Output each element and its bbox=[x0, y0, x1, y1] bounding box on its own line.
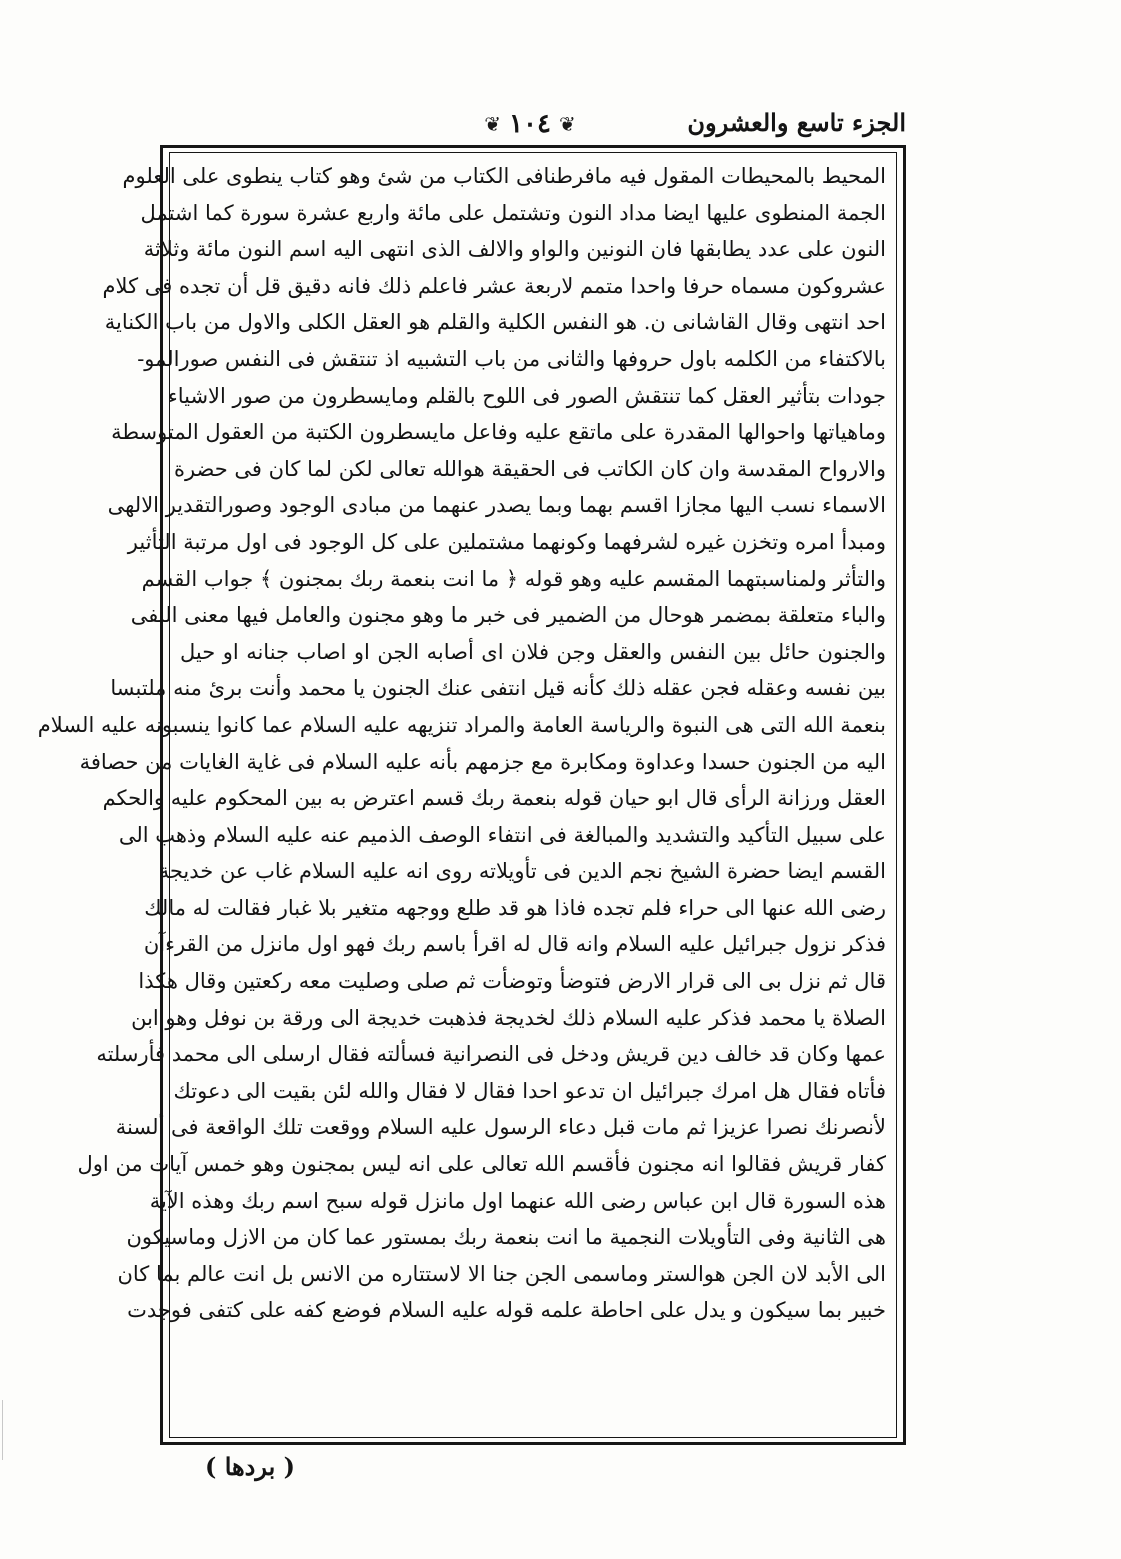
text-line: خبير بما سيكون و يدل على احاطة علمه قوله عليه السلام فوضع كفه على كتفى فوجدت bbox=[127, 1298, 886, 1323]
text-line: النون على عدد يطابقها فان النونين والواو والالف الذى انتهى اليه اسم النون مائة وثلاثة bbox=[143, 237, 886, 262]
text-line: عشروكون مسماه حرفا واحدا متمم لاربعة عشر فاعلم ذلك فانه دقيق قل أن تجده فى كلام bbox=[102, 273, 886, 298]
running-head: الجزء تاسع والعشرون bbox=[687, 108, 906, 137]
catchword: ( بردها ) bbox=[205, 1452, 295, 1481]
text-line: والجنون حائل بين النفس والعقل وجن فلان اى أصابه الجن او اصاب جنانه او حيل bbox=[180, 639, 886, 664]
text-line: المحيط بالمحيطات المقول فيه مافرطنافى الكتاب من شئ وهو كتاب ينطوى على العلوم bbox=[122, 164, 886, 188]
text-line: الاسماء نسب اليها مجازا اقسم بهما وبما يصدر عنهما من مبادى الوجود وصورالتقدير الالهى bbox=[107, 493, 886, 518]
text-line: اليه من الجنون حسدا وعداوة ومكابرة مع جزمهم بأنه عليه السلام فى غاية الغايات من حصافة bbox=[79, 749, 886, 774]
text-line: الجمة المنطوى عليها ايضا مداد النون وتشتمل على مائة واربع عشرة سورة كما اشتمل bbox=[140, 200, 886, 225]
page-header bbox=[160, 104, 906, 148]
left-ornament-icon: ❦ bbox=[484, 112, 502, 136]
text-line: كفار قريش فقالوا انه مجنون فأقسم الله تعالى على انه ليس بمجنون وهو خمس آيات من اول bbox=[77, 1152, 886, 1177]
right-ornament-icon: ❦ bbox=[558, 112, 576, 136]
text-line: بالاكتفاء من الكلمه باول حروفها والثانى من باب التشبيه اذ تنتقش فى النفس صورالمو- bbox=[137, 346, 886, 371]
text-line: فأتاه فقال هل امرك جبرائيل ان تدعو احدا فقال لا فقال والله لئن بقيت الى دعوتك bbox=[173, 1078, 886, 1103]
text-line: ومبدأ امره وتخزن غيره لشرفهما وكونهما مشتملين على كل الوجود فى اول مرتبة التأثير bbox=[127, 529, 886, 554]
text-line: على سبيل التأكيد والتشديد والمبالغة فى انتفاء الوصف الذميم عنه عليه السلام وذهب الى bbox=[118, 822, 886, 847]
text-line: رضى الله عنها الى حراء فلم تجده فاذا هو قد طلع ووجهه متغير بلا غبار فقالت له مالك bbox=[144, 895, 886, 920]
page-number: ١٠٤ bbox=[509, 109, 551, 139]
text-line: وماهياتها واحوالها المقدرة على ماتقع عليه وفاعل مايسطرون الكتبة من العقول المتوسطة bbox=[111, 420, 886, 445]
text-line: والارواح المقدسة وان كان الكاتب فى الحقيقة هوالله تعالى لكن لما كان فى حضرة bbox=[173, 456, 886, 481]
text-line: لأنصرنك نصرا عزيزا ثم مات قبل دعاء الرسول عليه السلام ووقعت تلك الواقعة فى ألسنة bbox=[115, 1115, 886, 1140]
text-line: بين نفسه وعقله فجن عقله ذلك كأنه قيل انتفى عنك الجنون يا محمد وأنت برئ منه ملتبسا bbox=[110, 676, 886, 701]
text-line: قال ثم نزل بى الى قرار الارض فتوضأ وتوضأت ثم صلى وصليت معه ركعتين وقال هكذا bbox=[138, 969, 886, 994]
scan-margin-mark bbox=[2, 1400, 3, 1460]
page-number-ornament bbox=[460, 104, 600, 144]
text-line: الصلاة يا محمد فذكر عليه السلام ذلك لخديجة فذهبت خديجة الى ورقة بن نوفل وهو ابن bbox=[131, 1005, 886, 1030]
text-line: فذكر نزول جبرائيل عليه السلام وانه قال له اقرأ باسم ربك فهو اول مانزل من القرءآن bbox=[143, 932, 886, 957]
text-line: الى الأبد لان الجن هوالستر وماسمى الجن جنا الا لاستتاره من الانس بل انت عالم بما كان bbox=[117, 1261, 886, 1286]
text-line: بنعمة الله التى هى النبوة والرياسة العامة والمراد تنزيهه عليه السلام عما كانوا ينسبونه عليه السلام bbox=[37, 712, 886, 737]
text-line: والتأثر ولمناسبتهما المقسم عليه وهو قوله ﴿ ما انت بنعمة ربك بمجنون ﴾ جواب القسم bbox=[141, 566, 886, 591]
text-line: العقل ورزانة الرأى قال ابو حيان قوله بنعمة ربك قسم اعترض به بين المحكوم عليه والحكم bbox=[102, 786, 886, 811]
text-line: هذه السورة قال ابن عباس رضى الله عنهما اول مانزل قوله سبح اسم ربك وهذه الآية bbox=[149, 1188, 886, 1213]
text-line: عمها وكان قد خالف دين قريش ودخل فى النصرانية فسألته فقال ارسلى الى محمد فأرسلته bbox=[96, 1042, 886, 1067]
text-line: جودات بتأثير العقل كما تنتقش الصور فى اللوح بالقلم ومايسطرون من صور الاشياء bbox=[167, 383, 886, 408]
text-line: القسم ايضا حضرة الشيخ نجم الدين فى تأويلاته روى انه عليه السلام غاب عن خديجة bbox=[158, 859, 886, 884]
text-line: هى الثانية وفى التأويلات النجمية ما انت بنعمة ربك بمستور عما كان من الازل وماسيكون bbox=[126, 1225, 886, 1250]
main-text bbox=[37, 152, 896, 1436]
text-line: احد انتهى وقال القاشانى ن. هو النفس الكلية والقلم هو العقل الكلى والاول من باب الكناية bbox=[104, 310, 886, 335]
text-line: والباء متعلقة بمضمر هوحال من الضمير فى خبر ما وهو مجنون والعامل فيها معنى النفى bbox=[130, 603, 886, 628]
